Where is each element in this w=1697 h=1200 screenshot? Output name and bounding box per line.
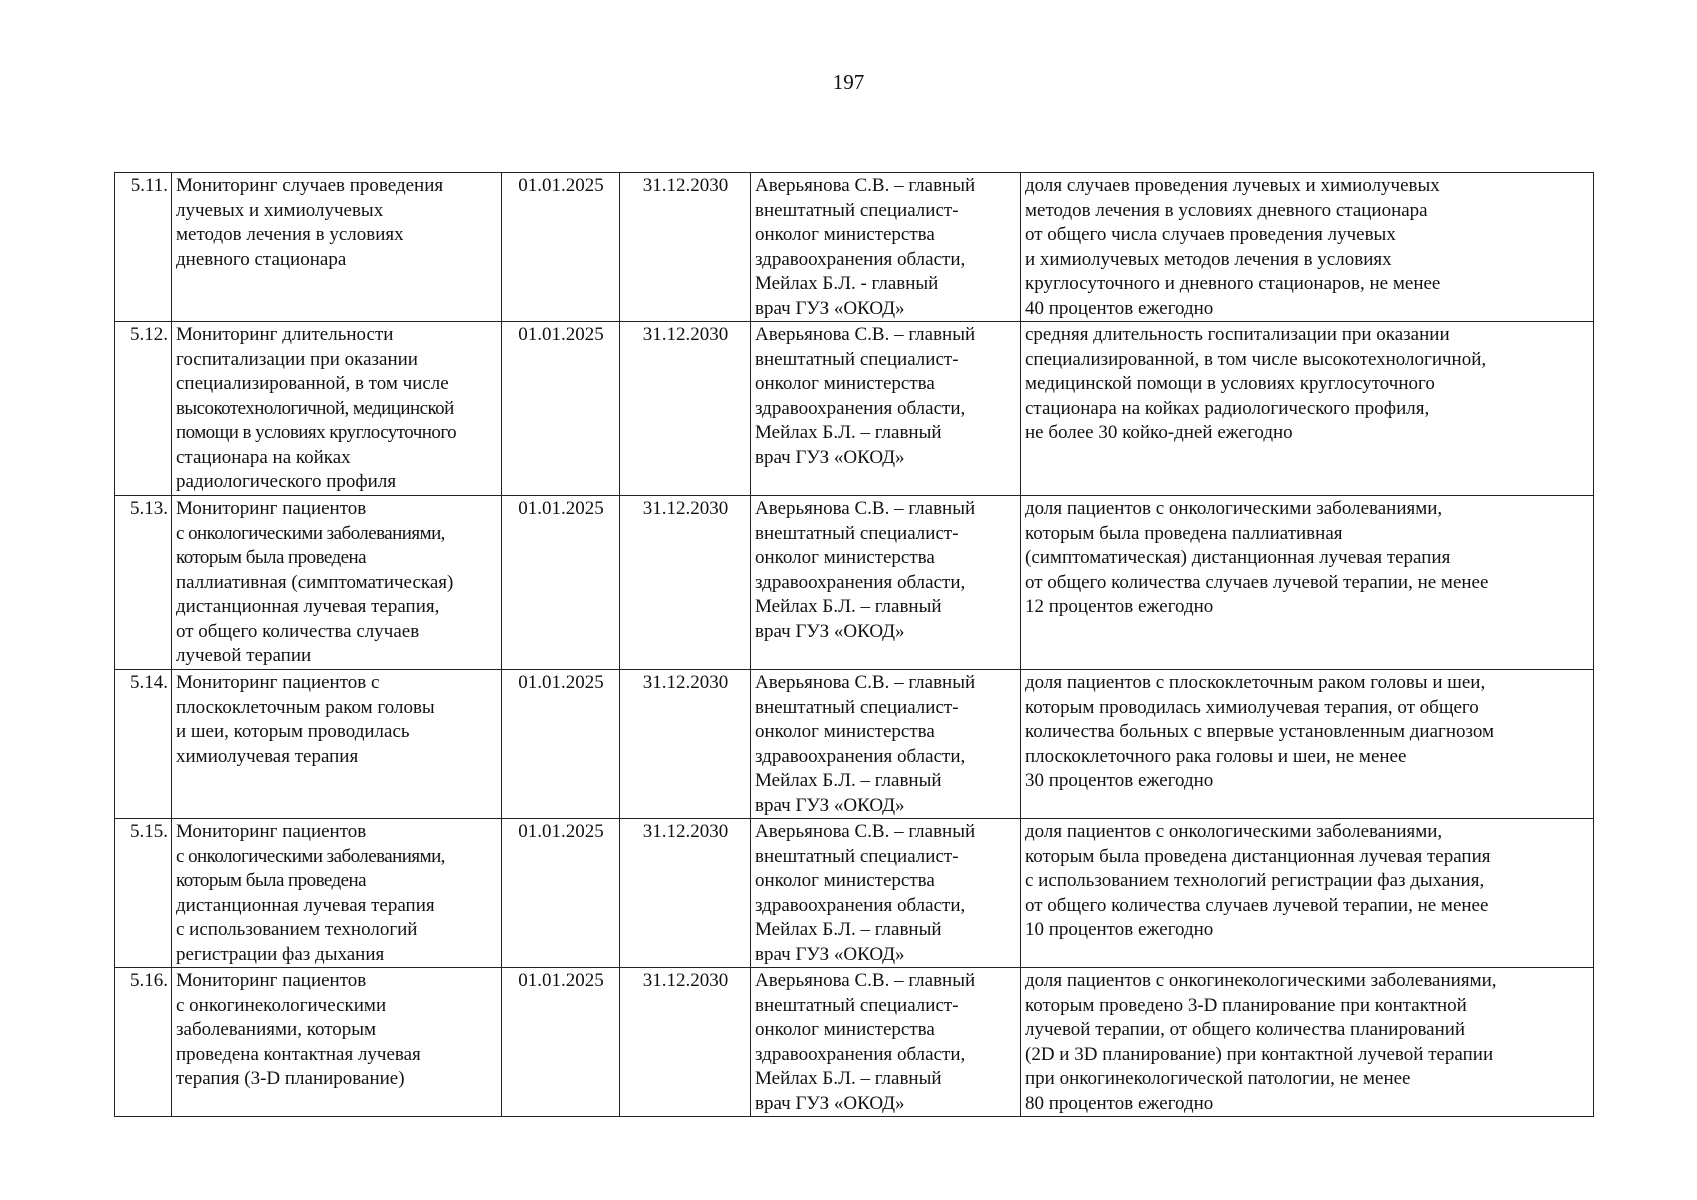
responsible-persons-line: онколог министерства (755, 870, 935, 891)
activity-description-line: дневного стационара (176, 248, 347, 270)
responsible-persons-line: онколог министерства (755, 721, 935, 742)
activity-description-line: высокотехнологичной, медицинской (176, 397, 454, 419)
responsible-persons-line: Мейлах Б.Л. – главный (755, 770, 942, 791)
activity-description-line: от общего количества случаев (176, 620, 420, 642)
responsible-persons-line: врач ГУЗ «ОКОД» (755, 446, 905, 468)
responsible-persons-line: врач ГУЗ «ОКОД» (755, 794, 905, 816)
table-row (115, 670, 1594, 819)
item-number: 5.11. (115, 173, 172, 322)
activity-description-line: заболеваниями, которым (176, 1019, 377, 1040)
responsible-persons (751, 968, 1021, 1117)
start-date: 01.01.2025 (502, 496, 620, 670)
responsible-persons (751, 819, 1021, 968)
end-date: 31.12.2030 (620, 496, 751, 670)
activity-description-line: специализированной, в том числе (176, 373, 449, 394)
end-date: 31.12.2030 (620, 670, 751, 819)
activity-description-line: с онкологическими заболеваниями, (176, 845, 445, 867)
responsible-persons-line: Аверьянова С.В. – главный (755, 672, 976, 693)
activity-description (172, 670, 502, 819)
activity-description-line: с онкологическими заболеваниями, (176, 522, 445, 544)
responsible-persons (751, 496, 1021, 670)
responsible-persons-line: Аверьянова С.В. – главный (755, 175, 976, 196)
activity-description-line: лучевых и химиолучевых (176, 199, 384, 221)
activity-description-line: Мониторинг пациентов (176, 821, 367, 842)
table-row (115, 322, 1594, 496)
start-date: 01.01.2025 (502, 322, 620, 496)
responsible-persons-line: Мейлах Б.Л. – главный (755, 596, 942, 617)
target-indicator-line: при онкогинекологической патологии, не менее (1025, 1068, 1411, 1089)
responsible-persons-line: онколог министерства (755, 224, 935, 245)
target-indicator-line: доля пациентов с онкогинекологическими заболеваниями, (1025, 970, 1497, 991)
target-indicator-line: от общего количества случаев лучевой терапии, не менее (1025, 894, 1489, 916)
responsible-persons-line: Аверьянова С.В. – главный (755, 498, 976, 519)
activity-description-line: Мониторинг пациентов (176, 970, 367, 991)
activity-description-line: дистанционная лучевая терапия (176, 894, 435, 916)
activity-description-line: проведена контактная лучевая (176, 1043, 421, 1065)
responsible-persons-line: здравоохранения области, (755, 248, 966, 270)
responsible-persons-line: Мейлах Б.Л. - главный (755, 273, 939, 294)
activity-description-line: терапия (3-D планирование) (176, 1068, 405, 1089)
item-number: 5.13. (115, 496, 172, 670)
responsible-persons-line: внештатный специалист- (755, 696, 959, 718)
target-indicator-line: 40 процентов ежегодно (1025, 297, 1214, 319)
target-indicator-line: которым была проведена паллиативная (1025, 522, 1343, 544)
table-row (115, 819, 1594, 968)
end-date: 31.12.2030 (620, 968, 751, 1117)
target-indicator-line: 10 процентов ежегодно (1025, 919, 1214, 940)
target-indicator (1021, 819, 1594, 968)
target-indicator-line: не более 30 койко-дней ежегодно (1025, 422, 1293, 443)
activity-description-line: Мониторинг пациентов (176, 498, 367, 519)
activity-description-line: паллиативная (симптоматическая) (176, 571, 454, 593)
responsible-persons (751, 670, 1021, 819)
responsible-persons-line: Мейлах Б.Л. – главный (755, 919, 942, 940)
target-indicator-line: специализированной, в том числе высокотехнологичной, (1025, 348, 1487, 370)
activity-description-line: регистрации фаз дыхания (176, 943, 385, 965)
responsible-persons-line: онколог министерства (755, 373, 935, 394)
activity-description-line: плоскоклеточным раком головы (176, 696, 435, 718)
responsible-persons-line: здравоохранения области, (755, 1043, 966, 1065)
target-indicator-line: стационара на койках радиологического профиля, (1025, 397, 1430, 419)
responsible-persons (751, 173, 1021, 322)
start-date: 01.01.2025 (502, 819, 620, 968)
activity-description (172, 173, 502, 322)
responsible-persons-line: здравоохранения области, (755, 745, 966, 767)
item-number: 5.12. (115, 322, 172, 496)
responsible-persons-line: врач ГУЗ «ОКОД» (755, 1092, 905, 1114)
target-indicator-line: которым проводилась химиолучевая терапия, от общего (1025, 696, 1479, 718)
responsible-persons-line: онколог министерства (755, 1019, 935, 1040)
target-indicator-line: лучевой терапии, от общего количества планирований (1025, 1019, 1466, 1040)
responsible-persons-line: Мейлах Б.Л. – главный (755, 1068, 942, 1089)
activity-description-line: которым была проведена (176, 547, 367, 568)
target-indicator-line: количества больных с впервые установленным диагнозом (1025, 721, 1495, 742)
activity-description-line: Мониторинг длительности (176, 324, 394, 345)
target-indicator-line: доля случаев проведения лучевых и химиолучевых (1025, 175, 1440, 196)
responsible-persons-line: внештатный специалист- (755, 994, 959, 1016)
target-indicator-line: (2D и 3D планирование) при контактной лучевой терапии (1025, 1043, 1494, 1065)
end-date: 31.12.2030 (620, 819, 751, 968)
activity-description-line: химиолучевая терапия (176, 745, 359, 767)
responsible-persons-line: онколог министерства (755, 547, 935, 568)
end-date: 31.12.2030 (620, 322, 751, 496)
table-row (115, 968, 1594, 1117)
target-indicator (1021, 496, 1594, 670)
responsible-persons-line: здравоохранения области, (755, 571, 966, 593)
target-indicator-line: 30 процентов ежегодно (1025, 770, 1214, 791)
table-row (115, 496, 1594, 670)
activity-description-line: и шеи, которым проводилась (176, 721, 410, 742)
responsible-persons-line: Аверьянова С.В. – главный (755, 324, 976, 345)
activity-description-line: помощи в условиях круглосуточного (176, 422, 457, 443)
target-indicator-line: медицинской помощи в условиях круглосуточного (1025, 373, 1435, 394)
target-indicator-line: 12 процентов ежегодно (1025, 596, 1214, 617)
activity-description-line: стационара на койках (176, 446, 351, 468)
end-date: 31.12.2030 (620, 173, 751, 322)
activities-table (114, 172, 1594, 1117)
target-indicator-line: которым проведено 3-D планирование при контактной (1025, 994, 1467, 1016)
responsible-persons-line: Аверьянова С.В. – главный (755, 821, 976, 842)
start-date: 01.01.2025 (502, 173, 620, 322)
activity-description-line: радиологического профиля (176, 471, 397, 492)
responsible-persons-line: врач ГУЗ «ОКОД» (755, 943, 905, 965)
responsible-persons-line: здравоохранения области, (755, 894, 966, 916)
target-indicator (1021, 173, 1594, 322)
responsible-persons-line: врач ГУЗ «ОКОД» (755, 620, 905, 642)
target-indicator-line: средняя длительность госпитализации при оказании (1025, 324, 1450, 345)
target-indicator (1021, 968, 1594, 1117)
responsible-persons-line: Мейлах Б.Л. – главный (755, 422, 942, 443)
responsible-persons-line: Аверьянова С.В. – главный (755, 970, 976, 991)
responsible-persons-line: здравоохранения области, (755, 397, 966, 419)
table-body (115, 173, 1594, 1117)
responsible-persons (751, 322, 1021, 496)
target-indicator-line: доля пациентов с онкологическими заболеваниями, (1025, 821, 1443, 842)
responsible-persons-line: внештатный специалист- (755, 348, 959, 370)
responsible-persons-line: врач ГУЗ «ОКОД» (755, 297, 905, 319)
item-number: 5.15. (115, 819, 172, 968)
activity-description-line: которым была проведена (176, 870, 367, 891)
activity-description (172, 322, 502, 496)
activity-description-line: лучевой терапии (176, 645, 312, 666)
activity-description-line: с использованием технологий (176, 919, 418, 940)
target-indicator-line: от общего числа случаев проведения лучевых (1025, 224, 1396, 245)
activity-description-line: с онкогинекологическими (176, 994, 387, 1016)
target-indicator-line: методов лечения в условиях дневного стационара (1025, 199, 1428, 221)
target-indicator-line: круглосуточного и дневного стационаров, не менее (1025, 273, 1441, 294)
activity-description-line: дистанционная лучевая терапия, (176, 596, 440, 617)
target-indicator-line: и химиолучевых методов лечения в условиях (1025, 248, 1392, 270)
target-indicator-line: которым была проведена дистанционная лучевая терапия (1025, 845, 1491, 867)
item-number: 5.14. (115, 670, 172, 819)
activity-description-line: госпитализации при оказании (176, 348, 418, 370)
activity-description (172, 496, 502, 670)
target-indicator (1021, 322, 1594, 496)
target-indicator-line: от общего количества случаев лучевой терапии, не менее (1025, 571, 1489, 593)
target-indicator-line: с использованием технологий регистрации фаз дыхания, (1025, 870, 1485, 891)
table-row (115, 173, 1594, 322)
target-indicator-line: (симптоматическая) дистанционная лучевая терапия (1025, 547, 1451, 568)
responsible-persons-line: внештатный специалист- (755, 199, 959, 221)
target-indicator (1021, 670, 1594, 819)
target-indicator-line: доля пациентов с онкологическими заболеваниями, (1025, 498, 1443, 519)
responsible-persons-line: внештатный специалист- (755, 522, 959, 544)
activity-description (172, 968, 502, 1117)
target-indicator-line: доля пациентов с плоскоклеточным раком головы и шеи, (1025, 672, 1486, 693)
page-number: 197 (832, 70, 865, 94)
responsible-persons-line: внештатный специалист- (755, 845, 959, 867)
activity-description-line: Мониторинг случаев проведения (176, 175, 444, 196)
activity-description-line: Мониторинг пациентов с (176, 672, 380, 693)
start-date: 01.01.2025 (502, 670, 620, 819)
activity-description (172, 819, 502, 968)
start-date: 01.01.2025 (502, 968, 620, 1117)
target-indicator-line: плоскоклеточного рака головы и шеи, не менее (1025, 745, 1407, 767)
activity-description-line: методов лечения в условиях (176, 224, 404, 245)
target-indicator-line: 80 процентов ежегодно (1025, 1092, 1214, 1114)
item-number: 5.16. (115, 968, 172, 1117)
